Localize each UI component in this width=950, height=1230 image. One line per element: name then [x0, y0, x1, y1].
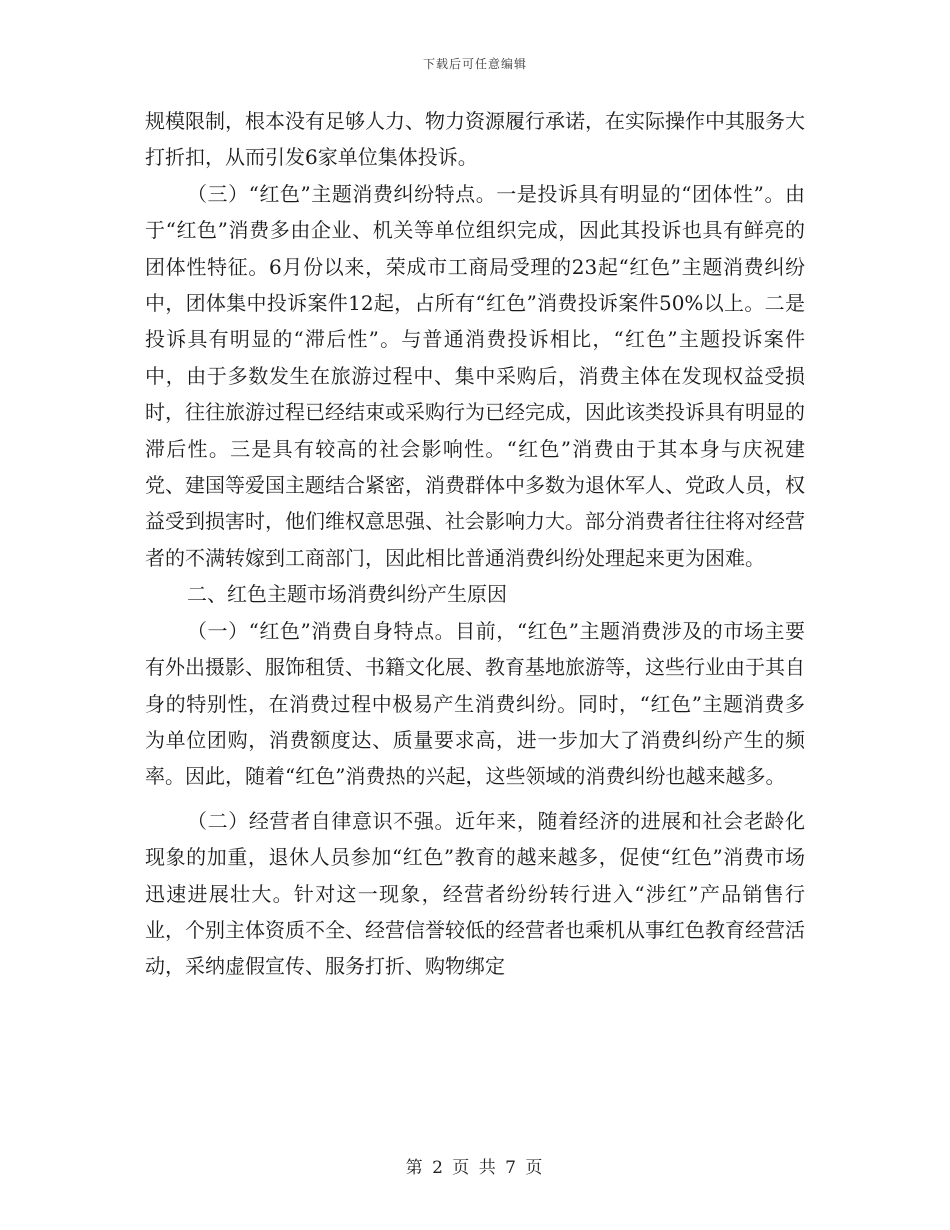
paragraph-cause-2: （二）经营者自律意识不强。近年来，随着经济的进展和社会老龄化现象的加重，退休人员参加“红色”教育的越来越多，促使“红色”消费市场迅速进展壮大。针对这一现象，经营者纷纷转行进入“涉红”产品销售行业，个别主体资质不全、经营信誉较低的经营者也乘机从事红色教育经营活动，采纳虚假宣传、服务打折、购物绑定	[145, 808, 805, 979]
paragraph-cause-1: （一）“红色”消费自身特点。目前，“红色”主题消费涉及的市场主要有外出摄影、服饰租赁、书籍文化展、教育基地旅游等，这些行业由于其自身的特别性，在消费过程中极易产生消费纠纷。同时，“红色”主题消费多为单位团购，消费额度达、质量要求高，进一步加大了消费纠纷产生的频率。因此，随着“红色”消费热的兴起，这些领域的消费纠纷也越来越多。	[145, 618, 805, 789]
document-body	[145, 103, 805, 985]
paragraph-continuation: 规模限制，根本没有足够人力、物力资源履行承诺，在实际操作中其服务大打折扣，从而引发6家单位集体投诉。	[145, 109, 805, 170]
page-number-footer: 第 2 页 共 7 页	[405, 1158, 545, 1178]
paragraph-section-3-features: （三）“红色”主题消费纠纷特点。一是投诉具有明显的“团体性”。由于“红色”消费多由企业、机关等单位组织完成，因此其投诉也具有鲜亮的团体性特征。6月份以来，荣成市工商局受理的23起“红色”主题消费纠纷中，团体集中投诉案件12起，占所有“红色”消费投诉案件50%以上。二是投诉具有明显的“滞后性”。与普通消费投诉相比，“红色”主题投诉案件中，由于多数发生在旅游过程中、集中采购后，消费主体在发现权益受损时，往往旅游过程已经结束或采购行为已经完成，因此该类投诉具有明显的滞后性。三是具有较高的社会影响性。“红色”消费由于其本身与庆祝建党、建国等爱国主题结合紧密，消费群体中多数为退休军人、党政人员，权益受到损害时，他们维权意思强、社会影响力大。部分消费者往往将对经营者的不满转嫁到工商部门，因此相比普通消费纠纷处理起来更为困难。	[145, 181, 805, 570]
page-header-note: 下载后可任意编辑	[422, 57, 527, 71]
section-heading-causes: 二、红色主题市场消费纠纷产生原因	[187, 582, 507, 607]
